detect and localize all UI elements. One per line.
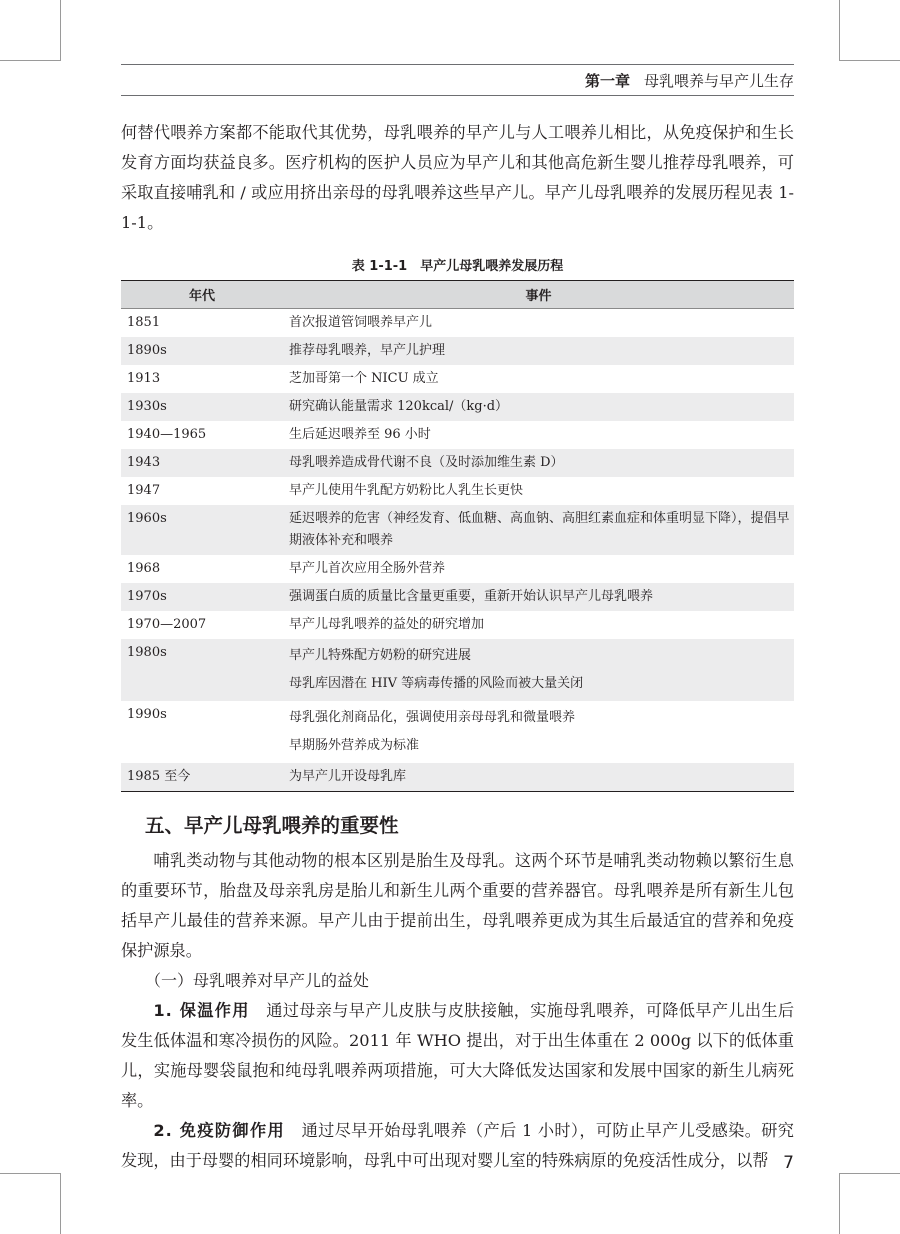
table-cell-year: 1851 (127, 315, 161, 330)
table-row (121, 701, 794, 763)
table-row (121, 763, 794, 792)
benefit-item-2 (121, 1116, 794, 1176)
table-event-text: 为早产儿开设母乳库 (289, 769, 407, 784)
table-event-text: 早产儿首次应用全肠外营养 (289, 561, 446, 576)
table-cell-year: 1890s (121, 337, 283, 365)
header-rule-top (121, 64, 794, 65)
history-table (121, 280, 794, 792)
table-row (121, 583, 794, 611)
running-head-title: 母乳喂养与早产儿生存 (643, 72, 794, 90)
table-cell-year: 1960s (121, 505, 283, 555)
table-cell-event (283, 639, 794, 701)
table-header-year: 年代 (121, 281, 283, 309)
page-number: 7 (783, 1153, 794, 1173)
table-cell-year: 1980s (121, 639, 283, 701)
benefit-text-1: 通过母亲与早产儿皮肤与皮肤接触，实施母乳喂养，可降低早产儿出生后发生低体温和寒冷损伤的风险。2011 年 WHO 提出，对于出生体重在 2 000g 以下的低体重儿，实施母婴袋鼠抱和纯母乳喂养两项措施，可大大降低发达国家和发展中国家的新生儿病死率。 (121, 1001, 795, 1110)
table-caption: 表 1-1-1 早产儿母乳喂养发展历程 (351, 259, 564, 274)
table-cell-event (283, 337, 794, 365)
section-paragraph: 哺乳类动物与其他动物的根本区别是胎生及母乳。这两个环节是哺乳类动物赖以繁衍生息的重要环节，胎盘及母亲乳房是胎儿和新生儿两个重要的营养器官。母乳喂养是所有新生儿包括早产儿最佳的营养来源。早产儿由于提前出生，母乳喂养更成为其生后最适宜的营养和免疫保护源泉。 (121, 851, 794, 960)
intro-paragraph: 何替代喂养方案都不能取代其优势，母乳喂养的早产儿与人工喂养儿相比，从免疫保护和生长发育方面均获益良多。医疗机构的医护人员应为早产儿和其他高危新生婴儿推荐母乳喂养，可采取直接哺乳和 / 或应用挤出亲母的母乳喂养这些早产儿。早产儿母乳喂养的发展历程见表 1-1-1。 (121, 123, 794, 232)
table-cell-event (283, 555, 794, 583)
table-cell-year: 1968 (127, 561, 161, 576)
benefit-term-1: 1. 保温作用 (153, 1001, 250, 1020)
table-row (121, 555, 794, 583)
table-header-event: 事件 (283, 281, 794, 309)
table-event-text: 母乳喂养造成骨代谢不良（及时添加维生素 D） (289, 455, 564, 470)
table-event-text: 强调蛋白质的质量比含量更重要，重新开始认识早产儿母乳喂养 (289, 589, 654, 604)
table-row (121, 365, 794, 393)
table-cell-event (283, 309, 794, 338)
header-rule-bottom (121, 95, 794, 96)
table-event-text: 早产儿母乳喂养的益处的研究增加 (289, 617, 485, 632)
table-row (121, 337, 794, 365)
table-cell-year: 1943 (121, 449, 283, 477)
subsection-heading: （一）母乳喂养对早产儿的益处 (145, 971, 370, 990)
table-body (121, 309, 794, 792)
table-cell-event (283, 583, 794, 611)
table-cell-year: 1930s (121, 393, 283, 421)
table-event-text: 早产儿特殊配方奶粉的研究进展 (289, 648, 472, 663)
table-cell-event (283, 449, 794, 477)
table-row (121, 449, 794, 477)
table-cell-year: 1985 至今 (121, 763, 283, 792)
table-cell-year: 1990s (127, 707, 167, 722)
crop-mark-bottom-left (0, 1173, 61, 1234)
table-event-text: 首次报道管饲喂养早产儿 (289, 315, 433, 330)
table-cell-year: 1947 (127, 483, 161, 498)
table-event-text: 研究确认能量需求 120kcal/（kg·d） (289, 399, 509, 414)
crop-mark-top-left (0, 0, 61, 61)
table-cell-event (283, 701, 794, 763)
table-event-text: 母乳库因潜在 HIV 等病毒传播的风险而被大量关闭 (289, 676, 584, 691)
table-cell-year: 1913 (127, 371, 161, 386)
table-event-text: 芝加哥第一个 NICU 成立 (289, 371, 439, 386)
table-cell-event (283, 365, 794, 393)
table-event-text: 母乳强化剂商品化，强调使用亲母母乳和微量喂养 (289, 710, 576, 725)
table-cell-event (283, 421, 794, 449)
table-cell-year: 1940—1965 (127, 427, 207, 442)
table-row (121, 477, 794, 505)
table-event-text: 早产儿使用牛乳配方奶粉比人乳生长更快 (289, 483, 524, 498)
table-event-text: 早期肠外营养成为标准 (289, 738, 420, 753)
running-head-chapter: 第一章 (584, 72, 630, 90)
table-event-text: 推荐母乳喂养，早产儿护理 (289, 343, 446, 358)
table-header-row (121, 281, 794, 309)
benefit-item-1 (121, 996, 794, 1116)
table-cell-event (283, 393, 794, 421)
table-row (121, 639, 794, 701)
table-cell-year: 1970—2007 (127, 617, 207, 632)
crop-mark-bottom-right (839, 1173, 900, 1234)
table-row (121, 309, 794, 338)
benefit-text-2: 通过尽早开始母乳喂养（产后 1 小时），可防止早产儿受感染。研究发现，由于母婴的相同环境影响，母乳中可出现对婴儿室的特殊病原的免疫活性成分，以帮 (121, 1121, 794, 1170)
section-heading: 五、早产儿母乳喂养的重要性 (145, 814, 399, 837)
table-cell-event (283, 477, 794, 505)
running-head (585, 70, 794, 91)
table-row (121, 611, 794, 639)
table-cell-event (283, 505, 794, 555)
table-cell-event (283, 763, 794, 792)
page-body (121, 118, 794, 1176)
table-cell-year: 1970s (121, 583, 283, 611)
table-row (121, 393, 794, 421)
crop-mark-top-right (839, 0, 900, 61)
table-cell-event (283, 611, 794, 639)
table-row (121, 505, 794, 555)
table-row (121, 421, 794, 449)
table-event-text: 延迟喂养的危害（神经发育、低血糖、高血钠、高胆红素血症和体重明显下降），提倡早期液体补充和喂养 (289, 511, 790, 548)
table-event-text: 生后延迟喂养至 96 小时 (289, 427, 431, 442)
benefit-term-2: 2. 免疫防御作用 (153, 1121, 286, 1140)
